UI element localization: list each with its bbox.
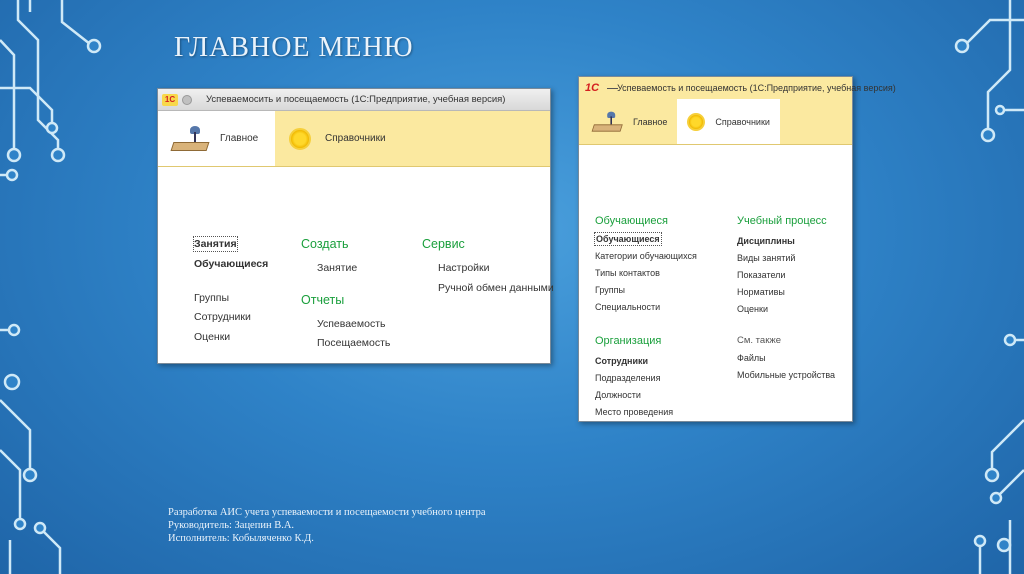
section-main-label: Главное bbox=[633, 116, 668, 127]
section-references[interactable] bbox=[275, 111, 400, 166]
report-performance-link[interactable]: Успеваемость bbox=[317, 317, 386, 330]
footer-line-author: Исполнитель: Кобыляченко К.Д. bbox=[168, 533, 314, 544]
service-data-exchange-link[interactable]: Ручной обмен данными bbox=[438, 281, 554, 294]
window-title: Успеваемость и посещаемость (1С:Предприятие, учебная версия) bbox=[617, 83, 896, 93]
ref-link-mobile-devices[interactable]: Мобильные устройства bbox=[737, 370, 836, 380]
ref-link-positions[interactable]: Должности bbox=[595, 390, 641, 400]
desk-icon bbox=[172, 124, 210, 154]
section-main-label: Главное bbox=[220, 133, 259, 144]
process-group bbox=[737, 215, 827, 318]
service-settings-link[interactable]: Настройки bbox=[438, 262, 490, 274]
ref-link-students[interactable]: Обучающиеся bbox=[596, 234, 660, 244]
reports-header: Отчеты bbox=[301, 292, 345, 307]
see-also-group bbox=[737, 335, 835, 384]
window-menu-button[interactable] bbox=[182, 95, 192, 105]
footer-line-supervisor: Руководитель: Зацепин В.А. bbox=[168, 520, 295, 531]
students-group bbox=[595, 215, 697, 316]
ref-link-lesson-types[interactable]: Виды занятий bbox=[737, 253, 796, 263]
sun-icon bbox=[289, 128, 311, 150]
nav-link-employees[interactable]: Сотрудники bbox=[194, 311, 251, 323]
nav-link-grades[interactable]: Оценки bbox=[194, 330, 231, 343]
section-main[interactable] bbox=[579, 99, 677, 144]
service-column bbox=[422, 237, 554, 298]
ref-link-student-categories[interactable]: Категории обучающихся bbox=[595, 251, 697, 261]
window-titlebar bbox=[579, 77, 896, 99]
sun-icon bbox=[687, 113, 705, 131]
organization-group bbox=[595, 335, 673, 421]
ref-link-disciplines[interactable]: Дисциплины bbox=[737, 236, 795, 246]
students-header: Обучающиеся bbox=[595, 215, 668, 227]
ref-link-norms[interactable]: Нормативы bbox=[737, 287, 785, 297]
screenshot-old-interface bbox=[157, 88, 554, 364]
ref-link-departments[interactable]: Подразделения bbox=[595, 373, 661, 383]
window-title: Успеваемосить и посещаемость (1С:Предприятие, учебная версия) bbox=[206, 94, 506, 105]
sections-panel bbox=[158, 111, 550, 167]
ref-link-grades[interactable]: Оценки bbox=[737, 304, 768, 314]
ref-link-specialties[interactable]: Специальности bbox=[595, 302, 661, 312]
nav-link-lessons[interactable]: Занятия bbox=[194, 238, 237, 250]
nav-link-groups[interactable]: Группы bbox=[194, 291, 229, 304]
section-references[interactable] bbox=[677, 99, 780, 144]
slide-footer bbox=[168, 506, 486, 545]
ref-link-files[interactable]: Файлы bbox=[737, 353, 766, 363]
section-main[interactable] bbox=[158, 111, 275, 166]
create-header: Создать bbox=[301, 237, 349, 251]
1c-logo-icon: 1С bbox=[585, 82, 600, 94]
nav-link-students[interactable]: Обучающиеся bbox=[194, 258, 269, 270]
ref-link-groups[interactable]: Группы bbox=[595, 285, 625, 295]
organization-header: Организация bbox=[595, 335, 662, 347]
ref-link-venue[interactable]: Место проведения bbox=[595, 407, 674, 417]
desk-icon bbox=[593, 110, 623, 134]
ref-link-employees[interactable]: Сотрудники bbox=[595, 356, 649, 366]
navigation-column bbox=[194, 237, 268, 347]
service-header: Сервис bbox=[422, 237, 465, 251]
ref-link-indicators[interactable]: Показатели bbox=[737, 270, 786, 280]
process-header: Учебный процесс bbox=[737, 215, 827, 227]
slide-title: ГЛАВНОЕ МЕНЮ bbox=[174, 32, 414, 63]
1c-logo-icon: 1С bbox=[162, 94, 178, 106]
sections-panel bbox=[579, 99, 852, 145]
ref-link-contact-types[interactable]: Типы контактов bbox=[595, 268, 660, 278]
window-titlebar bbox=[158, 89, 550, 111]
footer-line-project: Разработка АИС учета успеваемости и посещаемости учебного центра bbox=[168, 507, 486, 518]
section-references-label: Справочники bbox=[325, 133, 386, 144]
screenshot-new-interface bbox=[578, 76, 896, 422]
create-lesson-link[interactable]: Занятие bbox=[317, 262, 358, 274]
main-menu-content bbox=[158, 167, 554, 363]
create-column bbox=[301, 237, 390, 354]
section-references-label: Справочники bbox=[715, 116, 770, 127]
see-also-header: См. также bbox=[737, 335, 781, 346]
report-attendance-link[interactable]: Посещаемость bbox=[317, 337, 391, 349]
